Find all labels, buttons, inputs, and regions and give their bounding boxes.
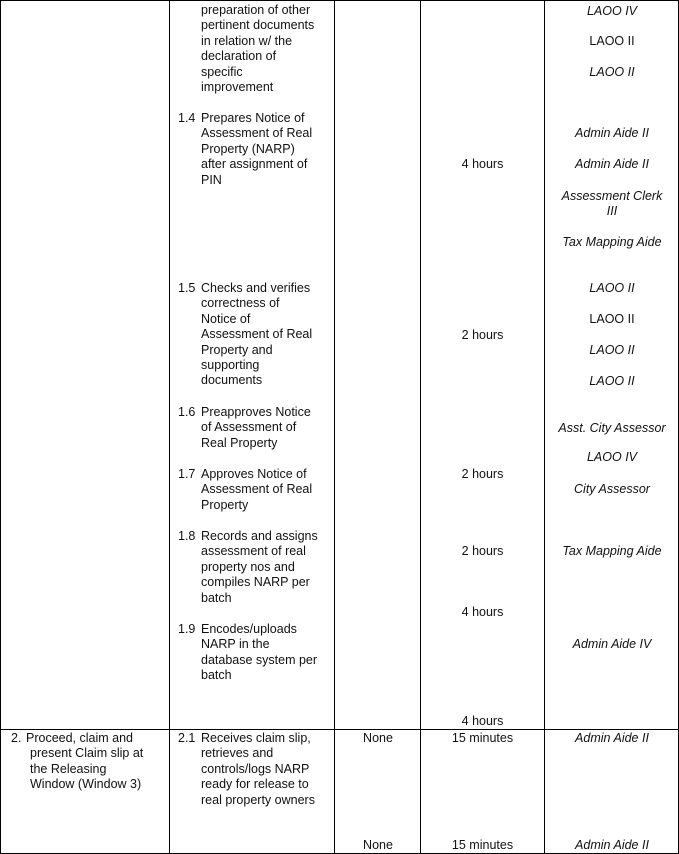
person-laoo-ii: LAOO II <box>589 281 635 295</box>
person-city-assessor: City Assessor <box>574 482 650 496</box>
person-admin-aide-ii: Admin Aide II <box>575 126 649 140</box>
person-tax-mapping-aide: Tax Mapping Aide <box>562 544 662 558</box>
time-1-4: 4 hours <box>461 157 504 171</box>
person-laoo-ii: LAOO II <box>589 343 635 357</box>
table-border-top <box>0 0 679 1</box>
person-laoo-ii: LAOO II <box>589 374 635 388</box>
person-laoo-iv: LAOO IV <box>586 450 638 464</box>
person-admin-aide-ii: Admin Aide II <box>575 838 649 852</box>
time-1-8b: 4 hours <box>461 605 504 619</box>
fee-2-1: None <box>363 731 393 745</box>
continuation-text: preparation of other pertinent documents in relation w/ the declaration of specific improvement <box>201 3 315 95</box>
person-laoo-ii: LAOO II <box>589 312 635 326</box>
table-border-left <box>0 0 1 854</box>
fee-2-1b: None <box>363 838 393 852</box>
time-1-7: 2 hours <box>461 467 504 481</box>
person-laoo-ii: LAOO II <box>589 34 635 48</box>
person-laoo-iv: LAOO IV <box>586 4 638 18</box>
row-divider <box>0 729 679 730</box>
column-divider-1 <box>169 0 170 854</box>
person-admin-aide-ii: Admin Aide II <box>575 731 649 745</box>
person-admin-aide-iv: Admin Aide IV <box>572 637 652 651</box>
time-end: 4 hours <box>461 714 504 728</box>
time-1-5: 2 hours <box>461 328 504 342</box>
time-2-1b: 15 minutes <box>451 838 514 852</box>
person-asst-city-assessor: Asst. City Assessor <box>558 421 666 435</box>
person-tax-mapping-aide: Tax Mapping Aide <box>562 235 662 249</box>
time-2-1: 15 minutes <box>451 731 514 745</box>
person-admin-aide-ii: Admin Aide II <box>575 157 649 171</box>
time-1-8: 2 hours <box>461 544 504 558</box>
person-laoo-ii: LAOO II <box>589 65 635 79</box>
person-assessment-clerk-iii: Assessment Clerk III <box>561 189 663 219</box>
